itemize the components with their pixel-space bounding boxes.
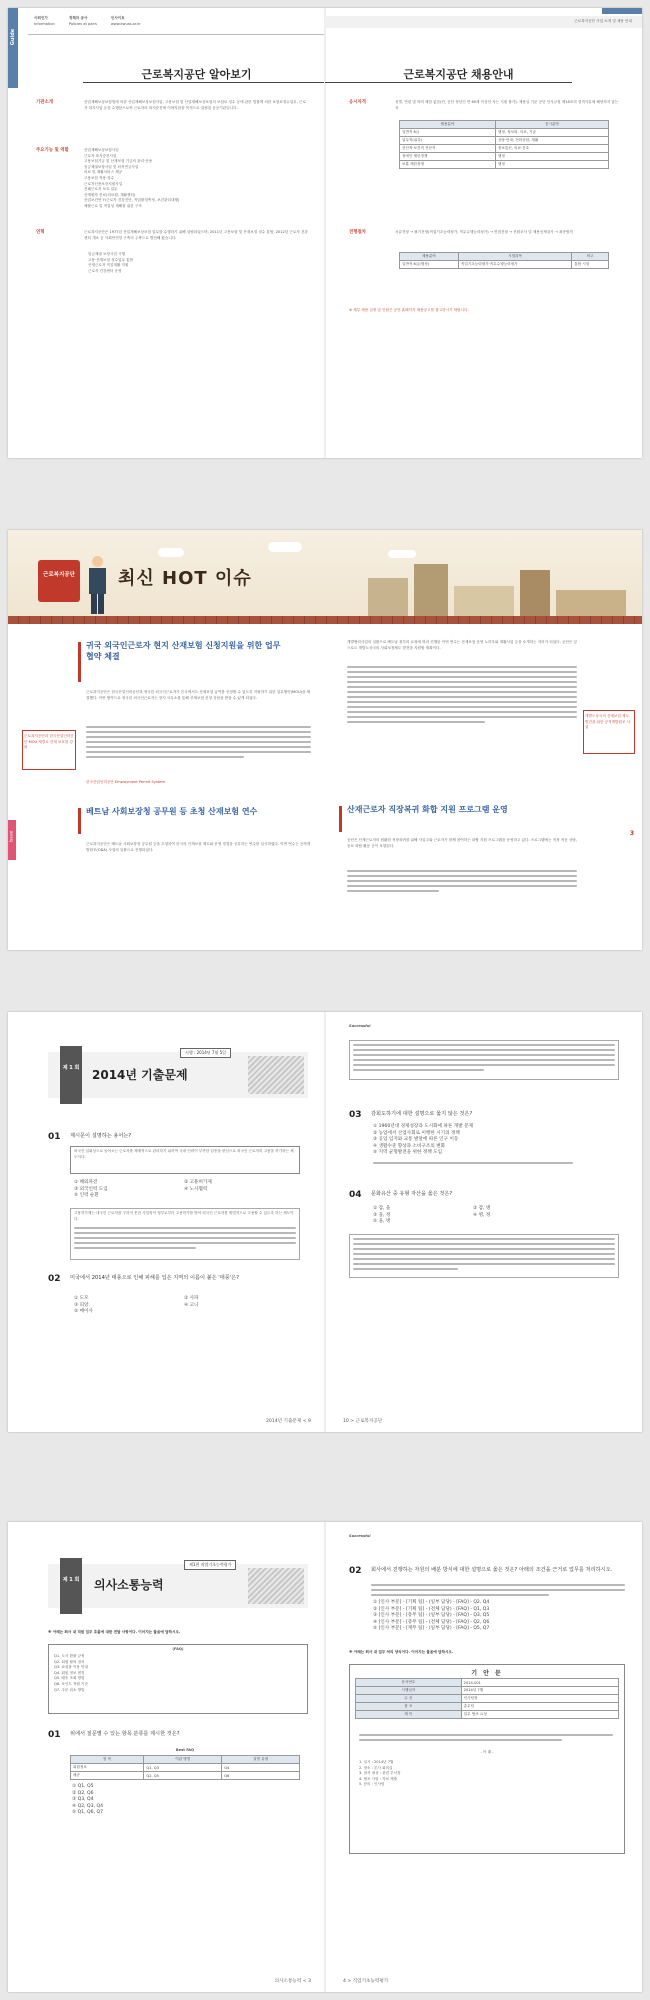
chapter-badge xyxy=(60,1558,82,1614)
header-right-text: 근로복지공단 사업 소개 및 채용 안내 xyxy=(574,19,632,23)
qualification-table xyxy=(399,120,609,169)
faq-table xyxy=(70,1755,300,1780)
section-label: 연혁 xyxy=(36,230,45,235)
answer-option[interactable]: ③ 외국인력 도입 xyxy=(74,1186,108,1192)
table-header: 이관 방법 xyxy=(144,1756,222,1764)
article-body-lines xyxy=(86,726,311,761)
answer-option[interactable]: ⑤ 인력 순환 xyxy=(74,1193,99,1199)
explanation-lines xyxy=(353,1238,615,1273)
options-grid xyxy=(74,1296,294,1316)
list-item: 5. 문의 : 인사팀 xyxy=(359,1782,385,1787)
exam-illustration xyxy=(248,1056,304,1094)
chapter-badge xyxy=(60,1046,82,1104)
options-list xyxy=(373,1124,613,1157)
answer-option[interactable]: ④ 노사협력 xyxy=(184,1186,208,1192)
question-text: 회사에서 진행하는 자원의 배분 방식에 대한 설명으로 옳은 것은? 아래의 조건을 근거로 업무를 처리하시오. xyxy=(371,1567,613,1573)
faq-item: Q5. 배송 조회 방법 xyxy=(54,1676,85,1681)
answer-option[interactable]: ⑤ Q1, Q6, Q7 xyxy=(72,1810,104,1816)
section-label: 주요기능 및 역할 xyxy=(36,148,69,153)
list-item: 산업보건연구(근로자 건강진단, 작업환경측정, 보건관리대행) xyxy=(84,198,180,203)
form-table xyxy=(355,1678,619,1719)
instruction-text: ※ 아래는 회사 내 직원 업무 흐름에 대한 전달 사항이다. 이어지는 물음에 답하시오. xyxy=(48,1630,181,1634)
faq-item: Q6. 포인트 적립 기준 xyxy=(54,1681,88,1686)
answer-option[interactable]: ② 갑, 병 xyxy=(473,1206,491,1211)
table-row: 일반직 6급(행정) 직업기초능력평가·직무수행능력평가 통합 시험 xyxy=(400,261,609,269)
table-row: 문서번호 2014-001 xyxy=(356,1679,619,1687)
chapter-illustration xyxy=(248,1568,304,1604)
list-item: 고용보험기금 및 산재보험 기금의 관리·운용 xyxy=(84,159,153,164)
badge xyxy=(38,560,80,602)
answer-option[interactable]: ③ 공업 입지와 교통 발달에 따른 인구 이동 xyxy=(373,1137,459,1143)
answer-option[interactable]: ⑤ 메이사 xyxy=(74,1309,93,1315)
faq-item: Q7. 주문 취소 방법 xyxy=(54,1687,85,1692)
question-number: 04 xyxy=(349,1190,362,1200)
form-body-lines xyxy=(359,1734,613,1744)
table-row: 참 조 총무팀 xyxy=(356,1703,619,1711)
answer-option[interactable]: ① 1960년대 경제성장과 도시화에 따른 개발 문제 xyxy=(373,1124,474,1129)
page-footer: 10 > 근로복지공단 xyxy=(343,1419,383,1424)
spread-communication xyxy=(8,1522,642,1992)
list-item: 4. 협조 사항 : 자료 제출 xyxy=(359,1776,398,1781)
section-label: 기관소개 xyxy=(36,100,53,105)
list-item: 의료 및 재활서비스 제공 xyxy=(84,170,123,175)
table-header: 시험과목 xyxy=(458,253,571,261)
page-footer: 2014년 기출문제 < 9 xyxy=(265,1419,311,1424)
answer-option[interactable]: ⑤ 지역 균형발전을 위한 정책 도입 xyxy=(373,1150,443,1156)
page-title: 근로복지공단 채용안내 xyxy=(403,68,514,81)
answer-option[interactable]: ① [인사 부문] - [기획 팀] - (일부 담당) - [FAQ] - Q2, Q4 xyxy=(373,1600,490,1605)
table-header: 설명 유형 xyxy=(222,1756,300,1764)
footnote: ※ 세부 채용 일정 및 인원은 공단 홈페이지 채용공고를 참고하시기 바랍니다. xyxy=(349,308,469,312)
page-issue-left xyxy=(8,630,325,950)
question-number: 01 xyxy=(48,1730,61,1740)
question-text: 미국에서 2014년 태풍으로 인해 피해를 입은 지역의 이름이 붙은 '태풍'은? xyxy=(70,1275,239,1281)
article-accent-bar xyxy=(78,808,81,834)
title-underline xyxy=(83,82,325,83)
question-number: 02 xyxy=(48,1274,61,1284)
header-rule xyxy=(28,34,325,35)
table-row: 장애인 제한경쟁 행정 xyxy=(400,153,609,161)
header-col: 인사이트 www.kwuss.or.kr xyxy=(110,16,141,26)
form-list xyxy=(359,1760,609,1788)
answer-option[interactable]: ② 사파 xyxy=(184,1296,199,1301)
faq-item: Q3. 쇼핑몰 이용 안내 xyxy=(54,1665,88,1670)
explanation-lines xyxy=(74,1227,296,1252)
header-brand: Successful xyxy=(349,1534,371,1538)
table-row: 제 목 업무 협조 요청 xyxy=(356,1711,619,1719)
article-body-lines xyxy=(347,666,577,726)
badge-label: 근로복지공단 xyxy=(43,572,75,578)
person-illustration xyxy=(86,556,108,616)
callout-text: 근로복지공단과 한국산업인력공단 MOU 체결로 산재 보호를 강화 xyxy=(24,734,74,750)
header-brand: Successful xyxy=(349,1024,371,1028)
answer-option[interactable]: ① 도모 xyxy=(74,1296,89,1301)
history-list xyxy=(88,252,308,274)
source-label: 한국산업인력공단 Employment Permit System xyxy=(86,780,165,784)
question-text: 감회도하기에 대한 설명으로 옳지 않은 것은? xyxy=(371,1111,473,1117)
options-list xyxy=(72,1784,292,1817)
instruction-text: ※ 아래는 회사 내 업무 처리 양식이다. 이어지는 물음에 답하시오. xyxy=(349,1650,454,1654)
faq-item: Q1. 도서 환불 규정 xyxy=(54,1654,85,1658)
chapter-tag: 제1편 직업기초능력평가 xyxy=(184,1560,236,1570)
spread-exam-2014 xyxy=(8,1012,642,1432)
page-issue-right xyxy=(325,630,642,950)
article-body-lines xyxy=(347,870,577,895)
article-title: 베트남 사회보장청 공무원 등 초청 산재보험 연수 xyxy=(86,807,258,816)
answer-option[interactable]: ④ 병, 정 xyxy=(473,1212,491,1218)
list-item: 2. 장소 : 본사 회의실 xyxy=(359,1765,393,1770)
header-col: 사회인가 Information xyxy=(34,16,55,26)
faq-item: Q4. 회원 정보 변경 xyxy=(54,1670,85,1675)
table-row: 수 신 인사팀장 xyxy=(356,1695,619,1703)
list-item: 체불근로 및 직업성 재해를 위한 구조 xyxy=(84,203,142,208)
table-title: Best FAQ xyxy=(175,1748,195,1752)
page-communication-left xyxy=(8,1522,325,1992)
list-item: 임금채권 보장사업 시행 xyxy=(88,252,125,256)
article-title: 산재근로자 직장복귀 화합 지원 프로그램 운영 xyxy=(347,805,508,814)
table-header: 채용분야 xyxy=(400,121,496,129)
question-number: 02 xyxy=(349,1566,362,1576)
section-text: 성별, 연령 및 학력 제한 없음(단, 공단 정년인 만 60세 이상인 자는 지원 불가). 채용일 기준 공단 인사규정 제16조의 결격사유에 해당하지 않는 자 xyxy=(395,100,619,110)
article-text: 개발협력사업의 일환으로 베트남 정부의 요청에 따라 진행된 이번 연수는 산재보험 운영 노하우와 재활사업 등을 소개하는 자리가 되었다. 공단은 앞으로도 개발도상국의 사회보장제도 발전을 지원할 계획이다. xyxy=(347,640,577,650)
title-underline xyxy=(325,82,572,83)
side-tab-label: Guide xyxy=(10,28,16,46)
article-accent-bar xyxy=(78,642,81,682)
article-title: 귀국 외국인근로자 현지 산재보험 신청지원을 위한 업무협약 체결 xyxy=(86,641,281,661)
answer-option[interactable]: ④ 생활수준 향상과 소비구조의 변화 xyxy=(373,1143,446,1149)
faq-list xyxy=(54,1654,304,1693)
banner-title: 최신 HOT 이슈 xyxy=(118,568,252,589)
table-row: 배송 Q2, Q5 Q6 xyxy=(71,1772,300,1780)
exam-table xyxy=(399,252,609,269)
page-number: 3 xyxy=(629,830,634,837)
page-recruitment xyxy=(325,8,642,458)
list-item: 진폐근로자 보호 업무 xyxy=(84,187,118,192)
answer-option[interactable]: ④ 고니 xyxy=(184,1302,199,1308)
passage-text: 외국인 일회성으로 들어오는 근로자를 체계적으로 관리하기 위하여 국내 인력이 부족한 업종을 중심으로 외국인 근로자의 고용을 허가하는 제도이다. xyxy=(74,1149,294,1159)
list-item: 3. 참석 대상 : 관련 부서장 xyxy=(359,1771,401,1776)
section-text: 근로복지공단은 1977년 산업재해보상보험 업무를 수행하기 위해 설립되었으며, 2011년 고용보험 및 산재보험 징수 통합, 2012년 근로자 건강센터 개소 등 사회안전망 구축의 주축으로 발전해 왔습니다. xyxy=(84,230,308,240)
answer-option[interactable]: ① 해외파견 xyxy=(74,1180,98,1185)
options-grid xyxy=(74,1180,294,1200)
table-row: 업무직(위촉) 상담·안내, 전화상담, 재활 xyxy=(400,137,609,145)
table-row: 일반직 6급 행정, 정보화, 의료, 기술 xyxy=(400,129,609,137)
page-exam-left xyxy=(8,1012,325,1432)
table-header: 비고 xyxy=(572,253,609,261)
answer-option[interactable]: ③ 을, 정 xyxy=(373,1212,391,1218)
article-accent-bar xyxy=(339,806,342,832)
page-exam-right xyxy=(325,1012,642,1432)
answer-note-lines xyxy=(373,1162,573,1167)
header-accent xyxy=(602,8,642,14)
side-tab xyxy=(8,8,18,88)
exam-date-tag: 시행 : 2014년 7월 5일 xyxy=(180,1048,231,1058)
page-footer: 의사소통능력 < 3 xyxy=(274,1979,311,1984)
answer-option[interactable]: ① 갑, 을 xyxy=(373,1206,391,1211)
header-col: 정책과 공사 Policies at pairs xyxy=(68,16,97,26)
spread-company-intro xyxy=(8,8,642,458)
list-item: 1. 일시 : 2014년 7월 xyxy=(359,1760,394,1764)
page-company-overview xyxy=(8,8,325,458)
chapter-label: 제 1 회 xyxy=(62,1065,80,1071)
chapter-label: 제 1 회 xyxy=(62,1577,80,1583)
table-row: 시행일자 2014년 7월 xyxy=(356,1687,619,1695)
chapter-title: 의사소통능력 xyxy=(94,1578,164,1592)
list-item: 근로자신용보증지원사업 xyxy=(84,181,123,186)
form-body-title: - 아 래 - xyxy=(480,1750,494,1754)
building-illustration xyxy=(368,550,628,616)
table-header: 응시분야 xyxy=(495,121,608,129)
answer-option[interactable]: ④ [인사 부문] - [총무 팀] - (전체 담당) - [FAQ] - Q2, Q6 xyxy=(373,1619,490,1625)
question-text: 위에서 질문별 수 있는 항목 분류를 제시한 것은? xyxy=(70,1731,180,1737)
table-row: 전산직·보건직 전문직 정보통신, 의료·간호 xyxy=(400,145,609,153)
faq-item: Q2. 회원 탈퇴 절차 xyxy=(54,1659,85,1664)
page-communication-right xyxy=(325,1522,642,1992)
page-title: 근로복지공단 알아보기 xyxy=(141,68,252,81)
list-item: 근로자 건강센터 운영 xyxy=(88,268,122,273)
list-item: 근로자 복지증진사업 xyxy=(84,153,117,158)
article-text: 공단은 산재근로자의 원활한 직장복귀를 위해 사업주와 근로자가 함께 참여하는 화합 지원 프로그램을 운영하고 있다. 프로그램에는 직장 적응 상담, 동료 화합 활동 등이 포함된다. xyxy=(347,838,577,848)
question-body-lines xyxy=(371,1584,625,1599)
section-text: 산업재해보상보험법에 의한 산업재해보상보험사업, 고용보험 및 산업재해보상보험의 보험료 징수 등에 관한 법률에 의한 보험료징수업무, 근로자 복지사업 등을 수행함으로써 근로자의 복지증진에 이바지함을 목적으로 설립된 공공기관입니다. xyxy=(84,100,306,110)
page-footer: 4 > 직업기초능력평가 xyxy=(343,1979,389,1984)
question-text: 문화유산 중 유형 자산을 옳은 것은? xyxy=(371,1191,453,1197)
question-text: 제시문이 설명하는 용어는? xyxy=(70,1133,132,1139)
section-label: 응시자격 xyxy=(349,100,366,105)
list-item: 산재근로자 직업재활 지원 xyxy=(88,263,129,268)
answer-option[interactable]: ② [인사 부문] - [기획 팀] - (전체 담당) - [FAQ] - Q1, Q3 xyxy=(373,1606,490,1612)
callout-text: 개발도상국의 산재보험 제도 발전을 위한 공적개발원조 사업 xyxy=(585,714,631,730)
banner-brick-strip xyxy=(8,616,642,624)
table-header: 항 목 xyxy=(71,1756,144,1764)
section-label: 전형절차 xyxy=(349,230,366,235)
table-row: 회원정보 Q1, Q3 Q4 xyxy=(71,1764,300,1772)
answer-option[interactable]: ③ [인사 부문] - [총무 팀] - (일부 담당) - [FAQ] - Q3, Q5 xyxy=(373,1613,490,1619)
list-item: 산재환자 진료(의료원, 재활센터) xyxy=(84,192,136,197)
answer-option[interactable]: ③ Q3, Q4 xyxy=(72,1797,94,1803)
question-number: 03 xyxy=(349,1110,362,1120)
article-text: 근로복지공단은 한국산업인력공단과 귀국한 외국인근로자가 본국에서도 산재보험 급여를 신청할 수 있도록 지원하기 위한 업무협약(MOU)을 체결했다. 이번 협약으로 귀국한 외국인근로자는 현지 사무소를 통해 산재보험 신청 상담을 받을 수 있게 되었다. xyxy=(86,690,311,700)
options-grid xyxy=(373,1206,573,1226)
question-number: 01 xyxy=(48,1132,61,1142)
table-header: 채용분야 xyxy=(400,253,459,261)
list-item: 임금채권보장사업 및 퇴직연금사업 xyxy=(84,164,139,169)
table-row: 보훈 제한경쟁 행정 xyxy=(400,161,609,169)
list-item: 고용·산재보험 징수업무 통합 xyxy=(88,257,134,262)
faq-title: (FAQ) xyxy=(172,1647,184,1651)
answer-option[interactable]: ② 고용허가제 xyxy=(184,1180,212,1185)
explanation-lines xyxy=(353,1044,615,1074)
side-pink-label: Issue xyxy=(9,830,15,843)
article-text: 근로복지공단은 베트남 사회보장청 공무원 등을 초청하여 한국의 산재보험 제도와 운영 경험을 공유하는 연수를 실시하였다. 이번 연수는 공적개발원조(ODA) 사업의 일환으로 진행되었다. xyxy=(86,842,311,852)
answer-option[interactable]: ③ 피앙 xyxy=(74,1302,89,1308)
list-item: 산업재해보상보험사업 xyxy=(84,148,119,152)
answer-option[interactable]: ① Q1, Q5 xyxy=(72,1784,94,1789)
answer-option[interactable]: ② Q2, Q6 xyxy=(72,1790,94,1796)
answer-option[interactable]: ⑤ 을, 병 xyxy=(373,1219,391,1225)
header-columns xyxy=(34,16,184,27)
list-item: 고용보험 적용·징수 xyxy=(84,175,115,180)
answer-option[interactable]: ④ Q2, Q3, Q4 xyxy=(72,1803,104,1809)
options-list xyxy=(373,1600,623,1633)
form-title: 기 안 문 xyxy=(471,1670,503,1677)
spread-hot-issue xyxy=(8,530,642,950)
section-text: 서류전형 → 필기전형(직업기초능력평가, 직무수행능력평가) → 면접전형 → 신원조사 및 채용신체검사 → 최종합격 xyxy=(395,230,573,234)
function-list xyxy=(84,148,309,210)
explanation-text: 고용허가제는 내국인 근로자를 구하지 못한 사업장이 정부로부터 고용허가를 받아 외국인 근로자를 합법적으로 고용할 수 있도록 하는 제도이다. xyxy=(74,1211,294,1221)
answer-option[interactable]: ⑤ [인사 부문] - [재무 팀] - (일부 담당) - [FAQ] - Q5, Q7 xyxy=(373,1626,490,1632)
answer-option[interactable]: ② 농업에서 산업사회로 이행한 시기의 정책 xyxy=(373,1130,460,1136)
exam-title: 2014년 기출문제 xyxy=(92,1068,188,1082)
